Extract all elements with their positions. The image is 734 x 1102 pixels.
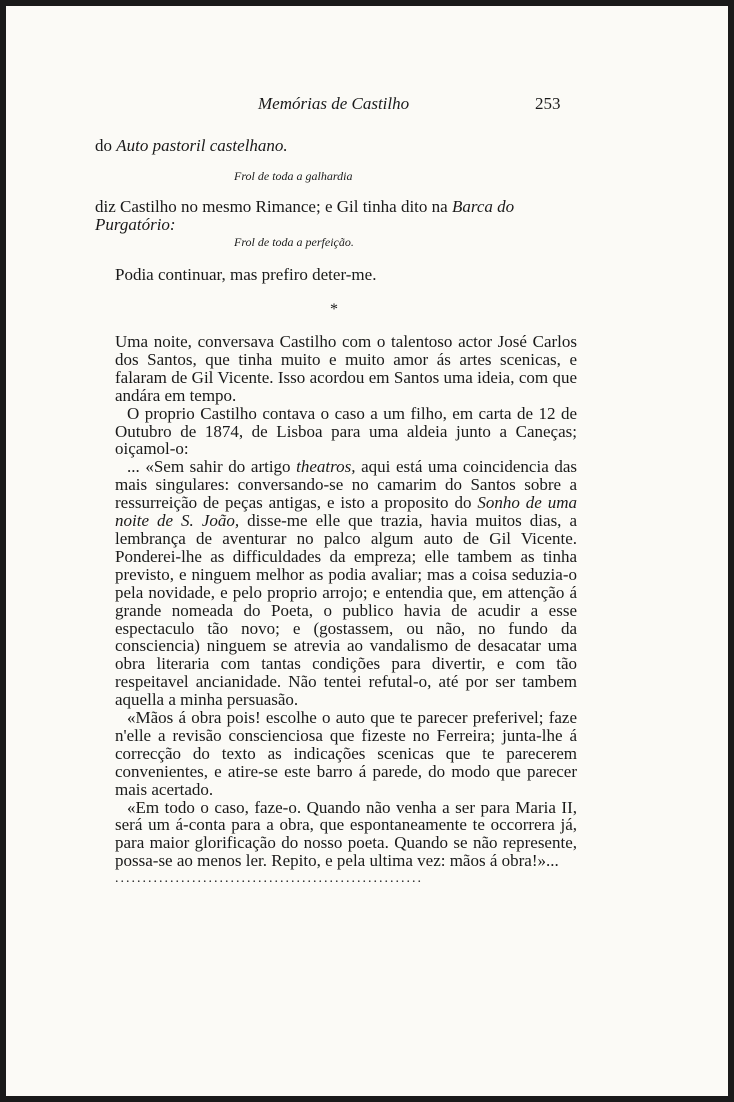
paragraph: O proprio Castilho contava o caso a um filho, em carta de 12 de Outubro de 1874, de Lisboa para uma aldeia junto a Caneças; oiçamol-o: xyxy=(115,403,577,459)
paragraph: Uma noite, conversava Castilho com o talentoso actor José Carlos dos Santos, que tinha muito e muito amor ás artes scenicas, e falaram de Gil Vicente. Isso acordou em Santos uma ideia, com que andára em tempo. xyxy=(115,332,577,405)
book-page xyxy=(6,6,728,1096)
paragraph xyxy=(115,458,577,709)
italic-title: Auto pastoril castelhano. xyxy=(116,136,288,155)
text-line xyxy=(95,197,514,217)
section-asterisk: * xyxy=(330,301,338,318)
italic-title: Purgatório: xyxy=(95,215,176,234)
italic-title: Sonho de uma noite de S. João, xyxy=(115,493,577,531)
running-title: Memórias de Castilho xyxy=(258,94,410,113)
page-number: 253 xyxy=(535,94,561,113)
paragraph-text: ... «Sem sahir do artigo xyxy=(127,457,297,477)
paragraph-text: disse-me elle que trazia, havia muitos dias, a lembrança de aventurar no palco algum auto de Gil Vicente. Ponderei-lhe as difficuldades da empreza; elle tambem as tinha previsto, e ninguem melhor as podia avaliar; mas a coisa seduzia-o pela novidade, e pelo proprio arrojo; e entendia que, em attenção á grande nomeada do Poeta, o publico havia de acudir a esse espectaculo tão novo; e (gostassem, ou não, no fundo da consciencia) ninguem se atrevia ao vandalismo de desacatar uma obra literaria com tantas condições para divertir, e com tão respeitavel ancianidade. Não tentei refutal-o, até por ser tambem aquella a minha persuasão. xyxy=(115,511,577,710)
paragraph-text: aqui está uma coincidencia das mais singulares: conversando-se no camarim do Santos sobre a ressurreição de peças antigas, e isto a proposito do xyxy=(115,457,578,513)
line-text: diz Castilho no mesmo Rimance; e Gil tinha dito na xyxy=(95,197,452,216)
italic-title: Barca do xyxy=(451,197,515,216)
ellipsis-line: ........................................................ xyxy=(115,871,423,887)
verse-line: Frol de toda a galhardia xyxy=(234,169,353,183)
text-line: Podia continuar, mas prefiro deter-me. xyxy=(115,265,377,284)
paragraph: «Mãos á obra pois! escolhe o auto que te parecer preferivel; faze n'elle a revisão conscienciosa que fizeste no Ferreira; junta-lhe á correcção do texto as indicações scenicas que te parecerem convenientes, e atire-se este barro á parede, do modo que parecer mais acertado. xyxy=(115,708,577,799)
paragraph: «Em todo o caso, faze-o. Quando não venha a ser para Maria II, será um á-conta para a obra, que espontaneamente te occorrera já, para maior glorificação do nosso poeta. Quando se não represente, possa-se ao menos ler. Repito, e pela ultima vez: mãos á obra!»... xyxy=(115,797,577,871)
text-line xyxy=(95,136,288,156)
verse-line: Frol de toda a perfeição. xyxy=(234,235,354,249)
line-text: do xyxy=(95,136,117,155)
page-header xyxy=(6,94,728,118)
italic-term: theatros, xyxy=(296,457,356,477)
body-text xyxy=(115,333,577,888)
